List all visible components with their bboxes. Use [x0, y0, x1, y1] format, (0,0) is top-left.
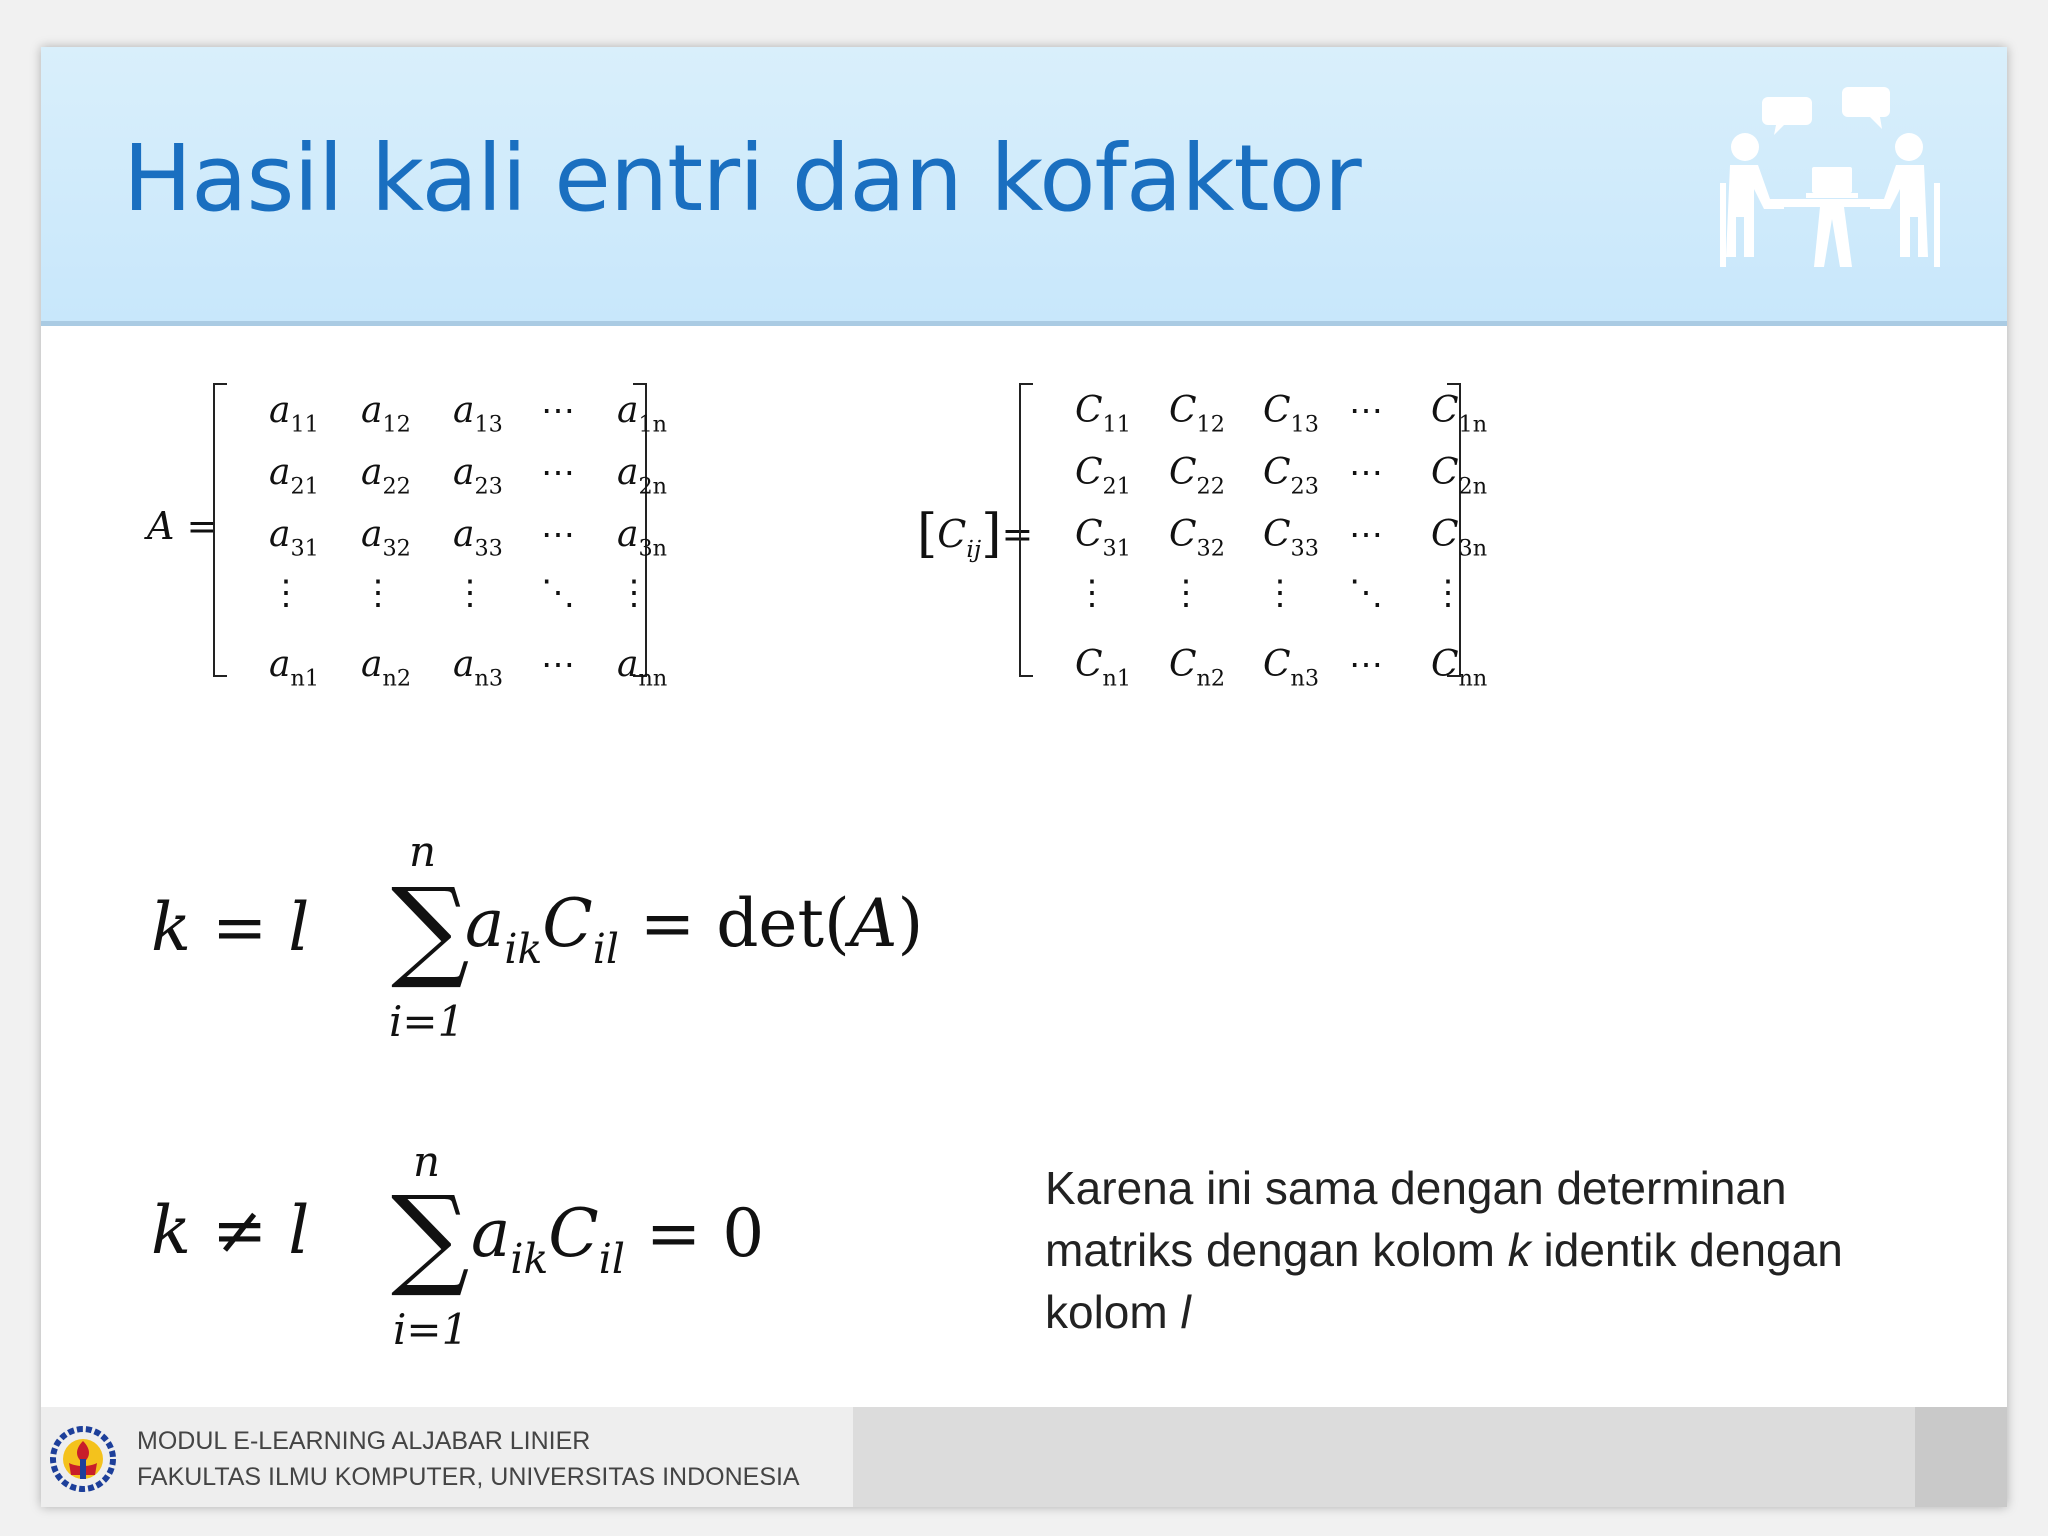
- sum-equal: [381, 827, 941, 1067]
- matrix-a-entry: [269, 452, 319, 500]
- matrix-c-entry: [1431, 573, 1465, 613]
- matrix-c-entry: [1075, 390, 1131, 438]
- matrix-a-entry: [453, 452, 503, 500]
- matrix-a-entry-subscript: nn: [638, 665, 668, 692]
- slide-footer: [41, 1407, 2007, 1507]
- matrix-a-entry-base: ⋱: [541, 573, 575, 613]
- matrix-a-entry-subscript: 31: [290, 535, 319, 562]
- matrix-a-entry: [453, 573, 487, 613]
- meeting-icon: [1720, 87, 1940, 267]
- footer-line-2: FAKULTAS ILMU KOMPUTER, UNIVERSITAS INDONESIA: [137, 1463, 800, 1491]
- matrix-a-entry: [541, 645, 575, 685]
- matrix-a-entry-subscript: 13: [474, 411, 503, 438]
- matrix-a-entry-base: ⋯: [541, 453, 575, 493]
- matrix-c-entry-subscript: 22: [1196, 473, 1225, 500]
- matrix-c-entry: [1263, 452, 1319, 500]
- matrix-c-label-lbracket: [: [917, 504, 938, 564]
- matrix-c-entry: [1263, 573, 1297, 613]
- matrix-a-entry-base: a: [617, 390, 639, 431]
- matrix-c-entry-subscript: 3n: [1458, 535, 1488, 562]
- matrix-c-entry-subscript: 31: [1102, 535, 1131, 562]
- matrix-c-entry-subscript: 2n: [1458, 473, 1488, 500]
- matrix-c-entry-base: ⋱: [1349, 573, 1383, 613]
- matrix-c-entry: [1349, 515, 1383, 555]
- sum-equal-rhs-close: ): [897, 885, 924, 962]
- sum-equal-lower: i=1: [389, 997, 465, 1046]
- matrix-c-entry-subscript: nn: [1458, 665, 1488, 692]
- condition-equal-op: =: [211, 889, 268, 966]
- matrix-a: [213, 383, 668, 692]
- matrix-c-entry-subscript: 12: [1196, 411, 1225, 438]
- matrix-a-entry-base: a: [453, 390, 475, 431]
- sum-notequal-lower: i=1: [393, 1305, 469, 1354]
- note-line-2: [1045, 1219, 1945, 1281]
- slide-title: Hasil kali entri dan kofaktor: [123, 125, 1361, 232]
- matrix-c-entry: [1431, 452, 1488, 500]
- matrix-c-left-bracket: [1019, 383, 1033, 677]
- matrix-c-entry-base: C: [1431, 514, 1459, 555]
- sum-notequal-term-c: C: [548, 1195, 599, 1272]
- matrix-c-entry: [1169, 573, 1203, 613]
- matrix-a-entry-base: ⋮: [453, 573, 487, 613]
- sum-notequal-upper: n: [413, 1137, 441, 1186]
- matrix-c-entry-base: ⋮: [1169, 573, 1203, 613]
- sum-equal-expression: [465, 885, 924, 974]
- matrix-a-entry: [269, 573, 303, 613]
- matrix-c-entry: [1169, 452, 1225, 500]
- matrix-a-entry: [269, 514, 319, 562]
- matrix-c-entry: [1431, 514, 1488, 562]
- matrix-a-entry-subscript: 3n: [638, 535, 668, 562]
- note-line-1: Karena ini sama dengan determinan: [1045, 1162, 1787, 1214]
- matrix-a-entry-base: a: [269, 514, 291, 555]
- matrix-c-entry-subscript: 13: [1290, 411, 1319, 438]
- note-line-2-a: matriks dengan kolom: [1045, 1224, 1508, 1276]
- matrix-c-entry: [1075, 452, 1131, 500]
- matrix-a-entry: [453, 390, 503, 438]
- matrix-a-entry-base: a: [617, 514, 639, 555]
- sum-equal-rhs-eq: =: [639, 885, 696, 962]
- matrix-c-entry-base: C: [1169, 514, 1197, 555]
- matrix-c-entry-base: C: [1169, 644, 1197, 685]
- sum-equal-term-a: a: [465, 885, 505, 962]
- matrix-c-entry-base: C: [1075, 514, 1103, 555]
- condition-notequal: [151, 1192, 309, 1269]
- condition-notequal-op: ≠: [211, 1192, 268, 1269]
- matrix-a-entry-subscript: n3: [474, 665, 504, 692]
- matrix-a-entry-subscript: 11: [290, 411, 319, 438]
- matrix-c-entry-base: C: [1263, 644, 1291, 685]
- matrix-c-entry: [1263, 390, 1319, 438]
- matrix-a-entry-base: a: [361, 644, 383, 685]
- matrix-a-entry-subscript: n2: [382, 665, 412, 692]
- matrix-a-entry-base: ⋮: [361, 573, 395, 613]
- matrix-c-entry-subscript: 21: [1102, 473, 1131, 500]
- university-logo: [47, 1423, 119, 1495]
- matrix-a-entry-base: ⋮: [617, 573, 651, 613]
- matrix-a-entry: [617, 644, 668, 692]
- condition-notequal-left: k: [151, 1192, 191, 1269]
- explanation-note: [1045, 1157, 1945, 1343]
- matrix-c-entry-subscript: 33: [1290, 535, 1319, 562]
- sum-notequal-term-c-sub: il: [598, 1235, 625, 1284]
- matrix-c-entry-subscript: n2: [1196, 665, 1226, 692]
- matrix-a-entry: [541, 453, 575, 493]
- matrix-a-entry: [269, 390, 319, 438]
- matrix-c-entry-subscript: 1n: [1458, 411, 1488, 438]
- matrix-a-entry-subscript: 33: [474, 535, 503, 562]
- matrix-c-entry: [1075, 644, 1132, 692]
- matrix-c-entry-base: ⋮: [1263, 573, 1297, 613]
- slide: [41, 47, 2007, 1507]
- sum-equal-term-c-sub: il: [592, 925, 619, 974]
- sum-notequal-expression: [471, 1195, 765, 1284]
- matrix-a-entry-subscript: 12: [382, 411, 411, 438]
- matrix-a-entry: [361, 390, 411, 438]
- matrix-a-entry: [541, 573, 575, 613]
- matrix-c-entry: [1349, 645, 1383, 685]
- matrix-a-entry-base: ⋯: [541, 515, 575, 555]
- matrix-c-entry-subscript: n1: [1102, 665, 1132, 692]
- matrix-a-entry-base: a: [269, 452, 291, 493]
- matrix-a-entry-base: a: [453, 644, 475, 685]
- sum-equal-rhs: det(: [716, 885, 850, 962]
- sum-equal-term-c: C: [542, 885, 593, 962]
- matrix-c-entry: [1263, 514, 1319, 562]
- matrix-a-entry-base: a: [361, 514, 383, 555]
- matrix-c-entry-base: C: [1431, 452, 1459, 493]
- condition-equal: [151, 889, 309, 966]
- matrix-a-entry: [617, 573, 651, 613]
- matrix-a-entry-subscript: 1n: [638, 411, 668, 438]
- matrix-c-entry-subscript: 11: [1102, 411, 1131, 438]
- sum-notequal: [381, 1137, 821, 1377]
- matrix-c-entry: [1349, 391, 1383, 431]
- matrix-c-label: [917, 504, 1033, 564]
- footer-mid-panel: [853, 1407, 1915, 1507]
- matrix-c-entry: [1431, 644, 1488, 692]
- matrix-c: [1019, 383, 1488, 692]
- matrix-a-entry: [541, 391, 575, 431]
- matrix-a-entry-base: ⋯: [541, 645, 575, 685]
- matrix-a-entry-subscript: n1: [290, 665, 320, 692]
- footer-dark-panel: [1915, 1407, 2007, 1507]
- matrix-a-entry-subscript: 2n: [638, 473, 668, 500]
- matrix-a-entry: [361, 644, 412, 692]
- matrix-a-entry: [617, 452, 668, 500]
- matrix-c-entry-base: C: [1075, 644, 1103, 685]
- matrix-c-label-sub: ij: [966, 534, 982, 563]
- matrix-c-entry-base: ⋯: [1349, 645, 1383, 685]
- note-line-3-var: l: [1180, 1286, 1191, 1338]
- matrix-a-label: [147, 504, 218, 548]
- matrix-c-entry-base: ⋮: [1075, 573, 1109, 613]
- matrix-a-entry: [361, 452, 411, 500]
- matrix-c-label-base: C: [937, 512, 967, 556]
- matrix-c-entry-base: C: [1263, 514, 1291, 555]
- sum-notequal-term-a: a: [471, 1195, 511, 1272]
- sum-notequal-rhs: 0: [722, 1195, 765, 1272]
- matrix-a-entry-subscript: 21: [290, 473, 319, 500]
- matrix-a-entry-base: a: [269, 390, 291, 431]
- matrix-a-entry: [453, 514, 503, 562]
- matrix-a-entry: [269, 644, 320, 692]
- matrix-a-entry-base: ⋮: [269, 573, 303, 613]
- matrix-c-entry-subscript: 32: [1196, 535, 1225, 562]
- matrix-c-entry-base: ⋮: [1431, 573, 1465, 613]
- matrix-a-entry-base: a: [453, 452, 475, 493]
- matrix-c-entry-base: C: [1169, 390, 1197, 431]
- matrix-c-entry-base: C: [1263, 390, 1291, 431]
- matrix-a-entry: [617, 514, 668, 562]
- sum-notequal-term-a-sub: ik: [510, 1235, 549, 1284]
- matrix-a-entry-subscript: 22: [382, 473, 411, 500]
- matrix-c-entry: [1169, 644, 1226, 692]
- matrix-c-entry: [1349, 453, 1383, 493]
- sum-equal-upper: n: [409, 827, 437, 876]
- footer-line-1: MODUL E-LEARNING ALJABAR LINIER: [137, 1427, 591, 1455]
- matrix-c-entry: [1075, 514, 1131, 562]
- matrix-a-entry-base: a: [361, 390, 383, 431]
- sum-equal-sigma: ∑: [391, 864, 470, 992]
- matrix-c-entry-base: C: [1431, 644, 1459, 685]
- condition-equal-left: k: [151, 889, 191, 966]
- note-line-2-var: k: [1507, 1224, 1531, 1276]
- matrix-c-label-eq: =: [1001, 512, 1034, 556]
- matrix-a-entry-base: a: [269, 644, 291, 685]
- matrix-c-entry: [1431, 390, 1488, 438]
- matrix-c-entry-base: ⋯: [1349, 391, 1383, 431]
- matrix-a-entry-base: a: [617, 452, 639, 493]
- matrix-c-entry-base: C: [1431, 390, 1459, 431]
- matrix-a-entry: [453, 644, 504, 692]
- matrix-a-entry: [361, 573, 395, 613]
- matrix-c-entry-base: ⋯: [1349, 453, 1383, 493]
- matrix-a-label-text: A =: [147, 504, 219, 548]
- sum-equal-term-a-sub: ik: [504, 925, 543, 974]
- matrix-c-entry: [1263, 644, 1320, 692]
- slide-header: [41, 47, 2007, 326]
- matrix-c-entry: [1075, 573, 1109, 613]
- matrix-c-entry: [1169, 514, 1225, 562]
- sum-equal-rhs-var: A: [849, 885, 898, 962]
- matrix-c-entry: [1349, 573, 1383, 613]
- condition-notequal-right: l: [288, 1192, 310, 1269]
- matrix-c-entry-base: C: [1169, 452, 1197, 493]
- matrix-a-entry-base: a: [617, 644, 639, 685]
- matrix-a-entry: [361, 514, 411, 562]
- matrix-a-entry-subscript: 32: [382, 535, 411, 562]
- matrix-c-label-rbracket: ]: [981, 504, 1002, 564]
- matrix-a-entry-base: a: [361, 452, 383, 493]
- matrix-a-entry-base: ⋯: [541, 391, 575, 431]
- sum-notequal-sigma: ∑: [391, 1172, 470, 1300]
- matrix-c-entry-subscript: n3: [1290, 665, 1320, 692]
- condition-equal-right: l: [288, 889, 310, 966]
- matrix-a-entry-subscript: 23: [474, 473, 503, 500]
- matrix-c-entry: [1169, 390, 1225, 438]
- matrix-c-entry-base: C: [1263, 452, 1291, 493]
- sum-notequal-rhs-eq: =: [645, 1195, 702, 1272]
- matrix-a-left-bracket: [213, 383, 227, 677]
- matrix-c-entry-base: C: [1075, 452, 1103, 493]
- note-line-3: [1045, 1281, 1945, 1343]
- matrix-a-entry: [541, 515, 575, 555]
- note-line-2-b: identik dengan: [1530, 1224, 1843, 1276]
- matrix-c-entry-base: ⋯: [1349, 515, 1383, 555]
- matrix-c-entry-subscript: 23: [1290, 473, 1319, 500]
- footer-light-panel: [41, 1407, 853, 1507]
- note-line-3-a: kolom: [1045, 1286, 1181, 1338]
- matrix-c-entry-base: C: [1075, 390, 1103, 431]
- matrix-a-entry: [617, 390, 668, 438]
- matrix-a-entry-base: a: [453, 514, 475, 555]
